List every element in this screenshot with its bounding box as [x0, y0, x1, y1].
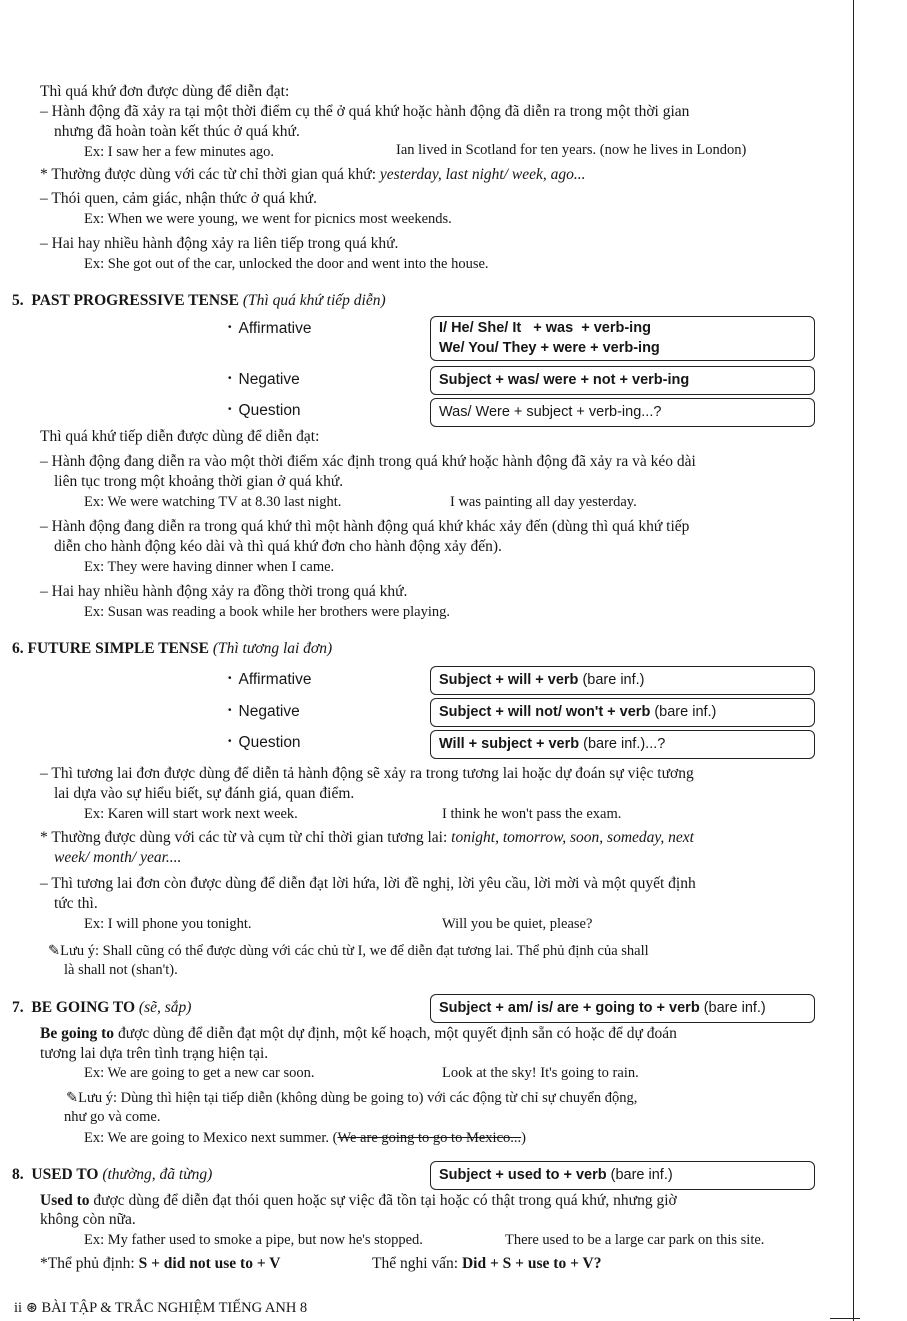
sec5-usage: Thì quá khứ tiếp diễn được dùng để diễn đạt: — [40, 428, 320, 445]
intro-bullet-2: – Thói quen, cảm giác, nhận thức ở quá khứ. — [40, 190, 317, 207]
sec5-question-label: • Question — [228, 402, 301, 420]
intro-note-text: * Thường được dùng với các từ chỉ thời gian quá khứ: — [40, 166, 380, 183]
sec8-negative-formula: S + did not use to + V — [138, 1255, 281, 1272]
sec5-bullet-2-cont: diễn cho hành động kéo dài và thì quá khứ đơn cho hành động xảy đến). — [54, 538, 502, 555]
sec8-formula-box — [430, 1161, 815, 1190]
sec6-bullet-2: – Thì tương lai đơn còn được dùng để diễn đạt lời hứa, lời đề nghị, lời yêu cầu, lời mời và một quyết định — [40, 875, 696, 892]
sec5-example-3: Ex: They were having dinner when I came. — [84, 559, 335, 575]
intro-bullet-1-cont: nhưng đã hoàn toàn kết thúc ở quá khứ. — [54, 123, 300, 140]
sec5-question-formula: Was/ Were + subject + verb-ing...? — [439, 404, 662, 420]
sec5-affirmative-box — [430, 316, 815, 361]
intro-note-words: yesterday, last night/ week, ago... — [379, 166, 586, 183]
sec7-example-3-text: Ex: We are going to Mexico next summer. ( — [84, 1130, 338, 1146]
sec6-affirmative-label: • Affirmative — [228, 671, 311, 689]
intro-bullet-3: – Hai hay nhiều hành động xảy ra liên tiếp trong quá khứ. — [40, 235, 399, 252]
sec5-affirmative-label: • Affirmative — [228, 320, 311, 338]
section-5-title: PAST PROGRESSIVE TENSE — [31, 292, 239, 309]
sec7-formula: Subject + am/ is/ are + going to + verb — [439, 1000, 700, 1016]
sec7-luu-y-cont: như go và come. — [64, 1109, 161, 1125]
sec6-question-label: • Question — [228, 734, 301, 752]
sec6-negative-box — [430, 698, 815, 727]
sec7-description-text: được dùng để diễn đạt một dự định, một kế hoạch, một quyết định sẵn có hoặc để dự đoán — [114, 1025, 677, 1042]
intro-example-1: Ex: I saw her a few minutes ago. — [84, 144, 275, 160]
sec8-example-2: There used to be a large car park on this site. — [505, 1232, 765, 1248]
sec5-example-2: I was painting all day yesterday. — [450, 494, 637, 510]
sec5-bullet-1-cont: liên tục trong một khoảng thời gian ở quá khứ. — [54, 473, 344, 490]
sec6-question-box — [430, 730, 815, 759]
section-7-subtitle: (sẽ, sắp) — [138, 999, 192, 1016]
page-number: ii — [14, 1300, 23, 1316]
sec7-luu-y: ✎Lưu ý: Dùng thì hiện tại tiếp diễn (không dùng be going to) với các động từ chỉ sự chuyển động, — [66, 1090, 638, 1106]
section-6-subtitle: (Thì tương lai đơn) — [212, 640, 333, 657]
sec7-term: Be going to — [40, 1025, 115, 1042]
sec6-note — [40, 829, 694, 847]
section-7-heading — [12, 999, 191, 1017]
sec7-description-cont: tương lai dựa trên tình trạng hiện tại. — [40, 1045, 269, 1062]
sec6-bullet-2-cont: tức thì. — [54, 895, 98, 912]
sec6-affirmative-note: (bare inf.) — [578, 672, 645, 688]
sec8-description-text: được dùng để diễn đạt thói quen hoặc sự việc đã tồn tại hoặc có thật trong quá khứ, nhưng giờ — [89, 1192, 677, 1209]
sec6-affirmative-box — [430, 666, 815, 695]
sec8-description — [40, 1192, 677, 1210]
section-8-subtitle: (thường, đã từng) — [102, 1166, 213, 1183]
sec6-note-cont: week/ month/ year.... — [54, 849, 182, 866]
section-5-number: 5. — [12, 292, 24, 309]
margin-rule — [853, 0, 854, 1321]
sec6-bullet-1: – Thì tương lai đơn được dùng để diễn tả hành động sẽ xảy ra trong tương lai hoặc dự đoán sự việc tương — [40, 765, 694, 782]
sec5-affirmative-line1: I/ He/ She/ It + was + verb-ing — [439, 320, 651, 336]
sec7-formula-box — [430, 994, 815, 1023]
sec5-negative-box — [430, 366, 815, 395]
section-8-number: 8. — [12, 1166, 24, 1183]
section-6-number: 6. — [12, 640, 24, 657]
sec7-example-3-close: ) — [521, 1130, 526, 1146]
sec6-example-4: Will you be quiet, please? — [442, 916, 593, 932]
sec5-negative-formula: Subject + was/ were + not + verb-ing — [439, 372, 690, 388]
book-title: BÀI TẬP & TRẮC NGHIỆM TIẾNG ANH 8 — [41, 1300, 308, 1316]
sec5-question-box — [430, 398, 815, 427]
sec6-example-3: Ex: I will phone you tonight. — [84, 916, 252, 932]
sec8-term: Used to — [40, 1192, 90, 1209]
sec5-affirmative-line2: We/ You/ They + were + verb-ing — [439, 340, 660, 356]
sec6-note-words: tonight, tomorrow, soon, someday, next — [451, 829, 694, 846]
sec7-formula-note: (bare inf.) — [699, 1000, 766, 1016]
sec5-example-1: Ex: We were watching TV at 8.30 last night. — [84, 494, 342, 510]
sec8-question-formula: Did + S + use to + V? — [461, 1255, 602, 1272]
sec7-example-3 — [84, 1130, 526, 1147]
sec8-negative-label: *Thể phủ định: — [40, 1255, 139, 1272]
sec6-note-text: * Thường được dùng với các từ và cụm từ chỉ thời gian tương lai: — [40, 829, 452, 846]
section-7-title: BE GOING TO — [31, 999, 136, 1016]
sec6-bullet-1-cont: lai dựa vào sự hiểu biết, sự đánh giá, quan điểm. — [54, 785, 355, 802]
sec8-description-cont: không còn nữa. — [40, 1211, 136, 1228]
sec7-example-2: Look at the sky! It's going to rain. — [442, 1065, 639, 1081]
sec8-question-form — [372, 1255, 601, 1273]
intro-example-4: Ex: She got out of the car, unlocked the door and went into the house. — [84, 256, 489, 272]
section-6-heading — [12, 640, 332, 658]
intro-heading: Thì quá khứ đơn được dùng để diễn đạt: — [40, 83, 290, 100]
sec6-example-2: I think he won't pass the exam. — [442, 806, 622, 822]
sec6-negative-note: (bare inf.) — [650, 704, 717, 720]
section-8-heading — [12, 1166, 212, 1184]
margin-rule-foot — [830, 1318, 860, 1319]
sec5-negative-label: • Negative — [228, 371, 300, 389]
section-5-subtitle: (Thì quá khứ tiếp diễn) — [242, 292, 386, 309]
sec5-bullet-1: – Hành động đang diễn ra vào một thời điểm xác định trong quá khứ hoặc hành động đã xảy ra và kéo dài — [40, 453, 696, 470]
sec6-question-formula: Will + subject + verb — [439, 736, 580, 752]
section-7-number: 7. — [12, 999, 24, 1016]
sec8-formula: Subject + used to + verb — [439, 1167, 607, 1183]
section-6-title: FUTURE SIMPLE TENSE — [27, 640, 209, 657]
page-footer — [14, 1300, 307, 1317]
sec5-bullet-3: – Hai hay nhiều hành động xảy ra đồng thời trong quá khứ. — [40, 583, 408, 600]
sec6-negative-formula: Subject + will not/ won't + verb — [439, 704, 651, 720]
sec6-question-note: (bare inf.)...? — [579, 736, 666, 752]
sec8-question-label: Thể nghi vấn: — [372, 1255, 462, 1272]
sec7-example-1: Ex: We are going to get a new car soon. — [84, 1065, 315, 1081]
section-5-heading — [12, 292, 386, 310]
sec5-example-4: Ex: Susan was reading a book while her brothers were playing. — [84, 604, 451, 620]
sec7-description — [40, 1025, 677, 1043]
sec8-example-1: Ex: My father used to smoke a pipe, but now he's stopped. — [84, 1232, 423, 1248]
sec6-example-1: Ex: Karen will start work next week. — [84, 806, 298, 822]
footer-ornament-icon: ⊛ — [25, 1300, 38, 1316]
sec6-negative-label: • Negative — [228, 703, 300, 721]
intro-note — [40, 166, 586, 184]
intro-example-3: Ex: When we were young, we went for picnics most weekends. — [84, 211, 452, 227]
intro-bullet-1: – Hành động đã xảy ra tại một thời điểm cụ thể ở quá khứ hoặc hành động đã diễn ra trong một thời gian — [40, 103, 690, 120]
section-8-title: USED TO — [31, 1166, 99, 1183]
sec8-formula-note: (bare inf.) — [606, 1167, 673, 1183]
sec8-negative-form — [40, 1255, 280, 1273]
sec6-luu-y: ✎Lưu ý: Shall cũng có thể được dùng với các chủ từ I, we để diễn đạt tương lai. Thể phủ định của shall — [48, 943, 649, 959]
intro-example-2: Ian lived in Scotland for ten years. (now he lives in London) — [396, 142, 747, 158]
sec6-luu-y-cont: là shall not (shan't). — [64, 962, 178, 978]
sec6-affirmative-formula: Subject + will + verb — [439, 672, 579, 688]
sec7-example-3-struck: We are going to go to Mexico... — [337, 1130, 522, 1146]
sec5-bullet-2: – Hành động đang diễn ra trong quá khứ thì một hành động quá khứ khác xảy đến (dùng thì quá khứ tiếp — [40, 518, 690, 535]
